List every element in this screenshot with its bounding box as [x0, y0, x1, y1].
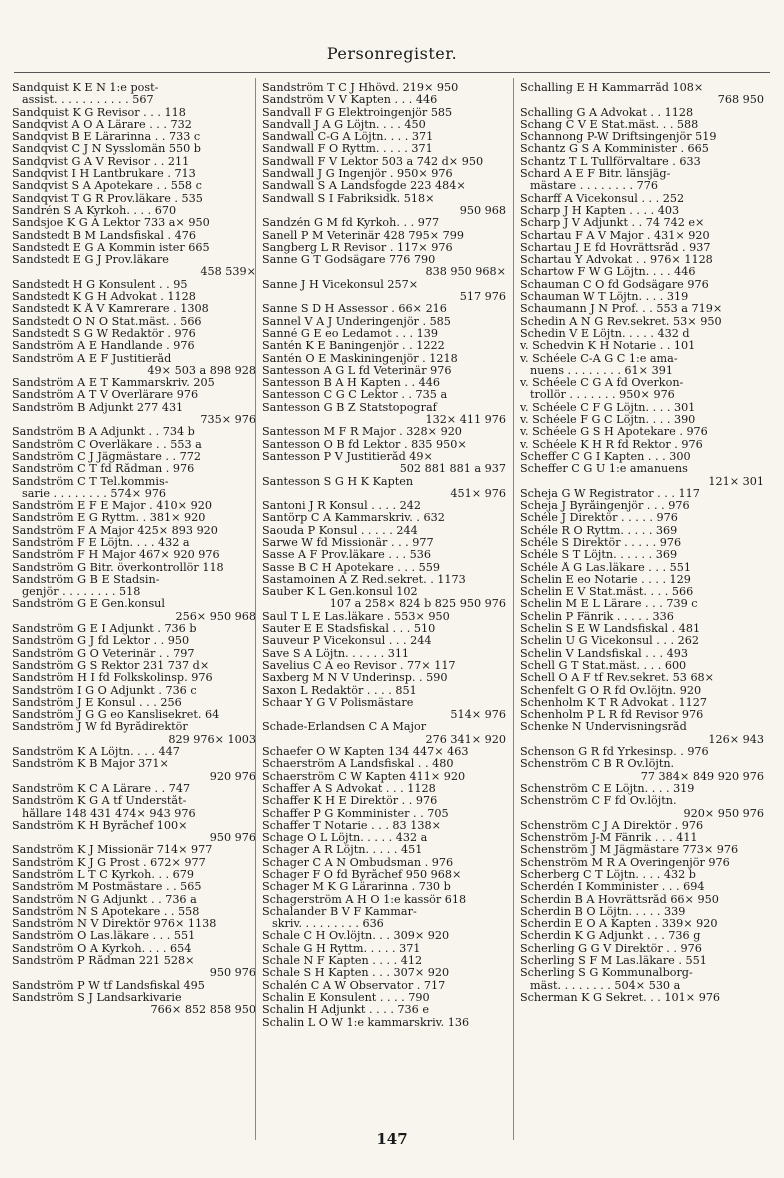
register-entry: Sandström B Adjunkt 277 431 — [12, 401, 184, 414]
register-entry: Schaffer T Notarie . . . 83 138× — [262, 819, 441, 832]
register-entry: Schalin H Adjunkt . . . . 736 e — [262, 1004, 429, 1017]
register-entry: Schell G T Stat.mäst. . . . 600 — [520, 659, 687, 672]
register-entry: Santesson A G L fd Veterinär 976 — [262, 364, 452, 377]
register-entry: Sandström K H Byråchef 100× — [12, 819, 188, 832]
register-entry: Sandstedt E G A Kommin ister 665 — [12, 241, 210, 254]
register-entry: Schenström C J A Direktör . 976 — [520, 819, 704, 832]
register-entry: trollör . . . . . . . 950× 976 — [530, 389, 675, 402]
register-entry: Schelin M E L Lärare . . . 739 c — [520, 598, 698, 611]
column-divider — [255, 78, 256, 1140]
register-entry: Schartow F W G Löjtn. . . . 446 — [520, 266, 696, 279]
register-entry: Scherdin B A Hovrättsråd 66× 950 — [520, 893, 719, 906]
register-entry: Schartau Y Advokat . . 976× 1128 — [520, 254, 713, 267]
register-entry: Schalling G A Advokat . . 1128 — [520, 106, 694, 119]
register-entry: Sandqvist T G R Prov.läkare . 535 — [12, 192, 203, 205]
register-entry: Schager A R Löjtn. . . . . 451 — [262, 844, 423, 857]
register-entry: Sandstedt K Å V Kamrerare . 1308 — [12, 303, 209, 316]
register-column-2 — [262, 82, 510, 1029]
register-entry: Sandström I G O Adjunkt . 736 c — [12, 684, 197, 697]
register-entry: Sandström H I fd Folkskolinsp. 976 — [12, 672, 213, 685]
register-entry: 514× 976 — [450, 709, 506, 722]
register-entry: Schang C V E Stat.mäst. . . 588 — [520, 118, 699, 131]
register-entry: Schaerström A Landsfiskal . . 480 — [262, 758, 454, 771]
register-entry: Scherling S F M Las.läkare . 551 — [520, 955, 707, 968]
register-entry: Sandstedt B M Landsfiskal . 476 — [12, 229, 197, 242]
register-entry: Schenfelt G O R fd Öv.löjtn. 920 — [520, 684, 702, 697]
register-entry: genjör . . . . . . . . 518 — [22, 586, 141, 599]
register-entry: Sandstedt O N O Stat.mäst. . 566 — [12, 315, 202, 328]
register-entry: Schenström J M Jägmästare 773× 976 — [520, 844, 739, 857]
register-entry: 276 341× 920 — [425, 733, 506, 746]
register-entry: Schenström C F fd Öv.löjtn. — [520, 795, 677, 808]
register-entry: Sandstedt K G H Advokat . 1128 — [12, 291, 196, 304]
register-entry: Scherman K G Sekret. . . 101× 976 — [520, 991, 721, 1004]
register-entry: Sandström N G Adjunkt . . 736 a — [12, 893, 197, 906]
register-entry: Sandström L T C Kyrkoh. . . 679 — [12, 869, 195, 881]
page-number: 147 — [376, 1130, 408, 1148]
register-entry: Schéle S Direktör . . . . . 976 — [520, 536, 682, 549]
register-entry: Schager F O fd Byråchef 950 968× — [262, 869, 462, 881]
register-column-3 — [520, 82, 768, 1004]
register-entry: mästare . . . . . . . . 776 — [530, 180, 658, 193]
register-entry: Sandstedt S G W Redaktör . 976 — [12, 327, 196, 340]
register-entry: Sandstedt H G Konsulent . . 95 — [12, 278, 188, 291]
register-entry: Schale S H Kapten . . . 307× 920 — [262, 967, 450, 980]
register-entry: 451× 976 — [450, 487, 506, 500]
register-entry: Save S A Löjtn. . . . . . 311 — [262, 647, 410, 660]
register-entry: Sandström P W tf Landsfiskal 495 — [12, 979, 205, 992]
register-entry: Schaumann J N Prof. . . 553 a 719× — [520, 303, 723, 316]
column-divider — [513, 78, 514, 1140]
register-entry: 458 539× — [200, 266, 256, 279]
register-entry: Santesson M F R Major . 328× 920 — [262, 426, 462, 439]
register-entry: Schéle S T Löjtn. . . . . . 369 — [520, 549, 678, 562]
register-entry: 126× 943 — [708, 733, 764, 746]
register-entry: Schalin L O W 1:e kammarskriv. 136 — [262, 1016, 470, 1029]
register-entry: 49× 503 a 898 928 — [147, 364, 256, 377]
register-entry: 920 976 — [209, 770, 256, 783]
register-entry: Sandström B A Adjunkt . . 734 b — [12, 426, 195, 439]
register-entry: Schell O A F tf Rev.sekret. 53 68× — [520, 672, 715, 685]
register-entry: Sandström C Överläkare . . 553 a — [12, 438, 202, 451]
register-entry: Sandqvist A O A Lärare . . . 732 — [12, 118, 192, 131]
register-entry: Sauveur P Vicekonsul . . . 244 — [262, 635, 432, 648]
register-entry: Saouda P Konsul . . . . . 244 — [262, 524, 418, 537]
register-entry: Sasse B C H Apotekare . . . 559 — [262, 561, 440, 574]
register-entry: Sangberg L R Revisor . 117× 976 — [262, 241, 453, 254]
register-entry: Sandström G S Rektor 231 737 d× — [12, 659, 210, 672]
register-entry: Sandström A E F Justitieråd — [12, 352, 172, 365]
register-entry: 77 384× 849 920 976 — [640, 770, 764, 783]
register-entry: Sandström K B Major 371× — [12, 758, 169, 771]
register-entry: Schelin S E W Landsfiskal . 481 — [520, 623, 701, 636]
register-entry: Scherdin E O A Kapten . 339× 920 — [520, 918, 718, 931]
register-entry: Scharp J V Adjunkt . . 74 742 e× — [520, 217, 705, 230]
register-entry: Schenholm P L R fd Revisor 976 — [520, 709, 704, 722]
register-entry: Sanné G E eo Ledamot . . . 139 — [262, 327, 439, 340]
register-entry: Sandström G O Veterinär . . 797 — [12, 647, 195, 660]
register-entry: Sandström O A Kyrkoh. . . . 654 — [12, 942, 192, 955]
register-entry: v. Schedvin K H Notarie . . 101 — [520, 340, 696, 353]
register-entry: Schalling E H Kammarråd 108× — [520, 82, 704, 94]
register-entry: Sandström J E Konsul . . . 256 — [12, 696, 182, 709]
register-entry: Sanne S D H Assessor . 66× 216 — [262, 303, 447, 316]
register-entry: Sannel V A J Underingenjör . 585 — [262, 315, 451, 328]
register-entry: Sasse A F Prov.läkare . . . 536 — [262, 549, 432, 562]
register-entry: Schenholm K T R Advokat . 1127 — [520, 696, 707, 709]
register-entry: 950 976 — [209, 967, 256, 980]
register-entry: Sandström C T fd Rådman . 976 — [12, 463, 195, 476]
register-entry: Schelin V Landsfiskal . . . 493 — [520, 647, 688, 660]
register-entry: Scherdin B O Löjtn. . . . . 339 — [520, 905, 686, 918]
register-entry: Schannong P-W Driftsingenjör 519 — [520, 131, 717, 144]
register-entry: Sandwall S A Landsfogde 223 484× — [262, 180, 466, 193]
register-entry: Schenström M R A Överingenjör 976 — [520, 856, 730, 869]
register-entry: Sarwe W fd Missionär . . . 977 — [262, 536, 434, 549]
register-entry: assist. . . . . . . . . . . 567 — [22, 94, 154, 107]
register-entry: Schaffer P G Komminister . . 705 — [262, 807, 449, 820]
register-entry: Schale G H Ryttm. . . . . 371 — [262, 942, 421, 955]
register-entry: Sandquist K E N 1:e post- — [12, 82, 159, 94]
register-entry: 121× 301 — [708, 475, 764, 488]
register-entry: Schantz T L Tullförvaltare . 633 — [520, 155, 701, 168]
register-entry: Schagerström A H O 1:e kassör 618 — [262, 893, 467, 906]
register-entry: Scheja J Byråingenjör . . . 976 — [520, 500, 690, 513]
register-entry: Schenson G R fd Yrkesinsp. . 976 — [520, 746, 709, 759]
register-entry: Sandström M Postmästare . . 565 — [12, 881, 202, 894]
register-entry: Sandström C T Tel.kommis- — [12, 475, 169, 488]
register-entry: Scheja G W Registrator . . . 117 — [520, 487, 700, 500]
register-entry: 950 968 — [459, 204, 506, 217]
register-entry: Schéle Å G Las.läkare . . . 551 — [520, 561, 691, 574]
register-entry: Sanne G T Godsägare 776 790 — [262, 254, 436, 267]
register-entry: Sandström N V Direktör 976× 1138 — [12, 918, 217, 931]
register-entry: Sandstedt E G J Prov.läkare — [12, 254, 169, 267]
register-entry: Schelin P Fänrik . . . . . 336 — [520, 610, 674, 623]
register-entry: Schaffer A S Advokat . . . 1128 — [262, 782, 436, 795]
register-entry: Sandwall J G Ingenjör . 950× 976 — [262, 168, 453, 181]
register-entry: Sandström A T V Överlärare 976 — [12, 389, 199, 402]
register-entry: Sandström J W fd Byrådirektör — [12, 721, 188, 734]
register-entry: Schenström C E Löjtn. . . . 319 — [520, 782, 695, 795]
register-entry: Schauman W T Löjtn. . . . 319 — [520, 291, 689, 304]
register-entry: Santesson C G C Lektor . . 735 a — [262, 389, 448, 402]
register-entry: Schaefer O W Kapten 134 447× 463 — [262, 746, 469, 759]
register-entry: Schelin E V Stat.mäst. . . . 566 — [520, 586, 694, 599]
register-entry: Sandqvist C J N Sysslomän 550 b — [12, 143, 201, 156]
register-entry: Schale N F Kapten . . . . 412 — [262, 955, 423, 968]
register-entry: v. Schéele C-A G C 1:e ama- — [520, 352, 678, 365]
register-entry: Sandvall F G Elektroingenjör 585 — [262, 106, 453, 119]
register-entry: Sandqvist I H Lantbrukare . 713 — [12, 168, 196, 181]
register-entry: Schalander B V F Kammar- — [262, 905, 417, 918]
register-entry: Schenke N Undervisningsråd — [520, 721, 687, 734]
register-entry: Schage O L Löjtn. . . . . 432 a — [262, 832, 428, 845]
register-entry: Sandström G B E Stadsin- — [12, 573, 160, 586]
register-entry: Schager C A N Ombudsman . 976 — [262, 856, 454, 869]
register-entry: Sandvall J A G Löjtn. . . . 450 — [262, 118, 426, 131]
register-entry: skriv. . . . . . . . . 636 — [272, 918, 384, 931]
register-entry: v. Schéele K H R fd Rektor . 976 — [520, 438, 703, 451]
register-entry: Scharff A Vicekonsul . . . 252 — [520, 192, 685, 205]
register-entry: Santesson S G H K Kapten — [262, 475, 414, 488]
register-entry: v. Schéele C F G Löjtn. . . . 301 — [520, 401, 696, 414]
register-entry: Sandzén G M fd Kyrkoh. . . 977 — [262, 217, 440, 230]
register-entry: hållare 148 431 474× 943 976 — [22, 807, 196, 820]
register-entry: v. Schéele G S H Apotekare . 976 — [520, 426, 708, 439]
register-entry: 517 976 — [459, 291, 506, 304]
register-entry: mäst. . . . . . . . 504× 530 a — [530, 979, 681, 992]
register-entry: Schenström C B R Öv.löjtn. — [520, 758, 675, 771]
register-entry: Santoni J R Konsul . . . . 242 — [262, 500, 422, 513]
title-rule — [14, 72, 770, 73]
register-entry: Sandström F E Löjtn. . . . 432 a — [12, 536, 190, 549]
register-entry: 768 950 — [717, 94, 764, 107]
register-entry: Sandström E G Ryttm. . 381× 920 — [12, 512, 206, 525]
register-entry: Schelin E eo Notarie . . . . 129 — [520, 573, 691, 586]
register-entry: Sandström T C J Hhövd. 219× 950 — [262, 82, 459, 94]
register-entry: Santesson P V Justitieråd 49× — [262, 450, 433, 463]
register-entry: Sauter E E Stadsfiskal . . . 510 — [262, 623, 436, 636]
register-entry: Sanell P M Veterinär 428 795× 799 — [262, 229, 465, 242]
register-entry: Schaffer K H E Direktör . . 976 — [262, 795, 438, 808]
register-entry: Schade-Erlandsen C A Major — [262, 721, 427, 734]
register-entry: 838 950 968× — [425, 266, 506, 279]
register-entry: Sandström G E I Adjunkt . 736 b — [12, 623, 197, 636]
register-entry: Sandström K A Löjtn. . . . 447 — [12, 746, 180, 759]
register-entry: Sandrén S A Kyrkoh. . . . 670 — [12, 204, 177, 217]
register-entry: Sanne J H Vicekonsul 257× — [262, 278, 419, 291]
register-entry: Schager M K G Lärarinna . 730 b — [262, 881, 451, 894]
register-entry: Scherberg C T Löjtn. . . . 432 b — [520, 869, 696, 881]
register-entry: Sandström A E T Kammarskriv. 205 — [12, 377, 215, 390]
register-entry: Santesson G B Z Statstopograf — [262, 401, 437, 414]
register-entry: Sandström G J fd Lektor . . 950 — [12, 635, 190, 648]
register-entry: Sauber K L Gen.konsul 102 — [262, 586, 418, 599]
register-entry: Schard A E F Bitr. länsjäg- — [520, 168, 671, 181]
register-entry: Sandström O Las.läkare . . . 551 — [12, 930, 196, 943]
register-entry: Schalin E Konsulent . . . . 790 — [262, 991, 430, 1004]
register-entry: 132× 411 976 — [425, 414, 506, 427]
register-entry: Santesson O B fd Lektor . 835 950× — [262, 438, 467, 451]
register-entry: Savelius C A eo Revisor . 77× 117 — [262, 659, 456, 672]
register-entry: Schéle R O Ryttm. . . . . 369 — [520, 524, 678, 537]
register-entry: Sandström S J Landsarkivarie — [12, 991, 182, 1004]
register-entry: Sandqvist S A Apotekare . . 558 c — [12, 180, 202, 193]
register-entry: Schantz G S A Komminister . 665 — [520, 143, 709, 156]
register-entry: Sandström F H Major 467× 920 976 — [12, 549, 220, 562]
register-entry: Santörp C A Kammarskriv. . 632 — [262, 512, 445, 525]
register-entry: Scherdin K G Adjunkt . . . 736 g — [520, 930, 701, 943]
register-entry: Sandwall C-G A Löjtn. . . . 371 — [262, 131, 434, 144]
register-entry: Schartau J E fd Hovrättsråd . 937 — [520, 241, 711, 254]
register-entry: Saxberg M N V Underinsp. . 590 — [262, 672, 448, 685]
register-entry: Sandström A E Handlande . 976 — [12, 340, 195, 353]
register-entry: Scheffer C G I Kapten . . . 300 — [520, 450, 691, 463]
register-entry: v. Schéele F G C Löjtn. . . . 390 — [520, 414, 696, 427]
register-entry: Scherling G G V Direktör . . 976 — [520, 942, 702, 955]
register-entry: Scherling S G Kommunalborg- — [520, 967, 693, 980]
register-entry: 256× 950 968 — [175, 610, 256, 623]
register-entry: Sandquist K G Revisor . . . 118 — [12, 106, 186, 119]
register-entry: Schalén C A W Observator . 717 — [262, 979, 446, 992]
register-entry: Scharp J H Kapten . . . . 403 — [520, 204, 680, 217]
register-entry: Sandström K G A tf Underståt- — [12, 795, 187, 808]
register-entry: Santesson B A H Kapten . . 446 — [262, 377, 441, 390]
register-entry: Sandqvist G A V Revisor . . 211 — [12, 155, 190, 168]
register-entry: Saul T L E Las.läkare . 553× 950 — [262, 610, 450, 623]
register-entry: v. Schéele C G A fd Överkon- — [520, 377, 684, 390]
register-entry: Santén K E Baningenjör . . 1222 — [262, 340, 445, 353]
register-entry: Schale C H Öv.löjtn. . . 309× 920 — [262, 930, 450, 943]
register-entry: Schedin V E Löjtn. . . . . 432 d — [520, 327, 690, 340]
register-entry: Sandström F A Major 425× 893 920 — [12, 524, 218, 537]
register-entry: Sandström J G G eo Kanslisekret. 64 — [12, 709, 220, 722]
register-entry: nuens . . . . . . . . 61× 391 — [530, 364, 673, 377]
register-entry: Sandwall F V Lektor 503 a 742 d× 950 — [262, 155, 484, 168]
register-entry: 735× 976 — [200, 414, 256, 427]
register-entry: Sandsjoe K G A Lektor 733 a× 950 — [12, 217, 210, 230]
register-entry: Sandström P Rådman 221 528× — [12, 955, 195, 968]
register-entry: 920× 950 976 — [683, 807, 764, 820]
register-entry: Sandström K C A Lärare . . 747 — [12, 782, 191, 795]
register-column-1 — [12, 82, 260, 1017]
register-entry: Schelin U G Vicekonsul . . . 262 — [520, 635, 699, 648]
register-entry: Sandwall S I Fabriksidk. 518× — [262, 192, 435, 205]
register-entry: Sandström V V Kapten . . . 446 — [262, 94, 438, 107]
register-entry: Sandström K J G Prost . 672× 977 — [12, 856, 206, 869]
register-entry: Schedin A N G Rev.sekret. 53× 950 — [520, 315, 722, 328]
register-entry: Schauman C Ö fd Godsägare 976 — [520, 278, 709, 291]
register-entry: Sandström E F E Major . 410× 920 — [12, 500, 212, 513]
register-entry: Scheffer C G U 1:e amanuens — [520, 463, 688, 476]
register-entry: 107 a 258× 824 b 825 950 976 — [329, 598, 506, 611]
register-entry: Sandström N S Apotekare . . 558 — [12, 905, 200, 918]
register-entry: Scherdén I Komminister . . . 694 — [520, 881, 705, 894]
register-entry: Sandström K J Missionär 714× 977 — [12, 844, 213, 857]
register-entry: Schenström J-M Fänrik . . . 411 — [520, 832, 698, 845]
register-entry: Schéle J Direktör . . . . . 976 — [520, 512, 678, 525]
register-entry: 502 881 881 a 937 — [399, 463, 506, 476]
register-entry: Sandström C J Jägmästare . . 772 — [12, 450, 201, 463]
register-entry: 829 976× 1003 — [168, 733, 256, 746]
register-entry: 950 976 — [209, 832, 256, 845]
register-entry: Schaar Y G V Polismästare — [262, 696, 414, 709]
register-entry: Sastamoinen A Z Red.sekret. . 1173 — [262, 573, 466, 586]
register-entry: Sandström G Bitr. överkontrollör 118 — [12, 561, 224, 574]
register-entry: Saxon L Redaktör . . . . 851 — [262, 684, 417, 697]
register-entry: Santén O E Maskiningenjör . 1218 — [262, 352, 458, 365]
register-entry: Schaerström C W Kapten 411× 920 — [262, 770, 466, 783]
register-entry: Sandström G E Gen.konsul — [12, 598, 165, 611]
page-title: Personregister. — [326, 44, 458, 63]
register-entry: Sandwall F O Ryttm. . . . . 371 — [262, 143, 433, 156]
register-entry: Schartau F A V Major . 431× 920 — [520, 229, 710, 242]
register-entry: Sandqvist B E Lärarinna . . 733 c — [12, 131, 201, 144]
register-entry: sarie . . . . . . . . 574× 976 — [22, 487, 167, 500]
register-entry: 766× 852 858 950 — [150, 1004, 256, 1017]
